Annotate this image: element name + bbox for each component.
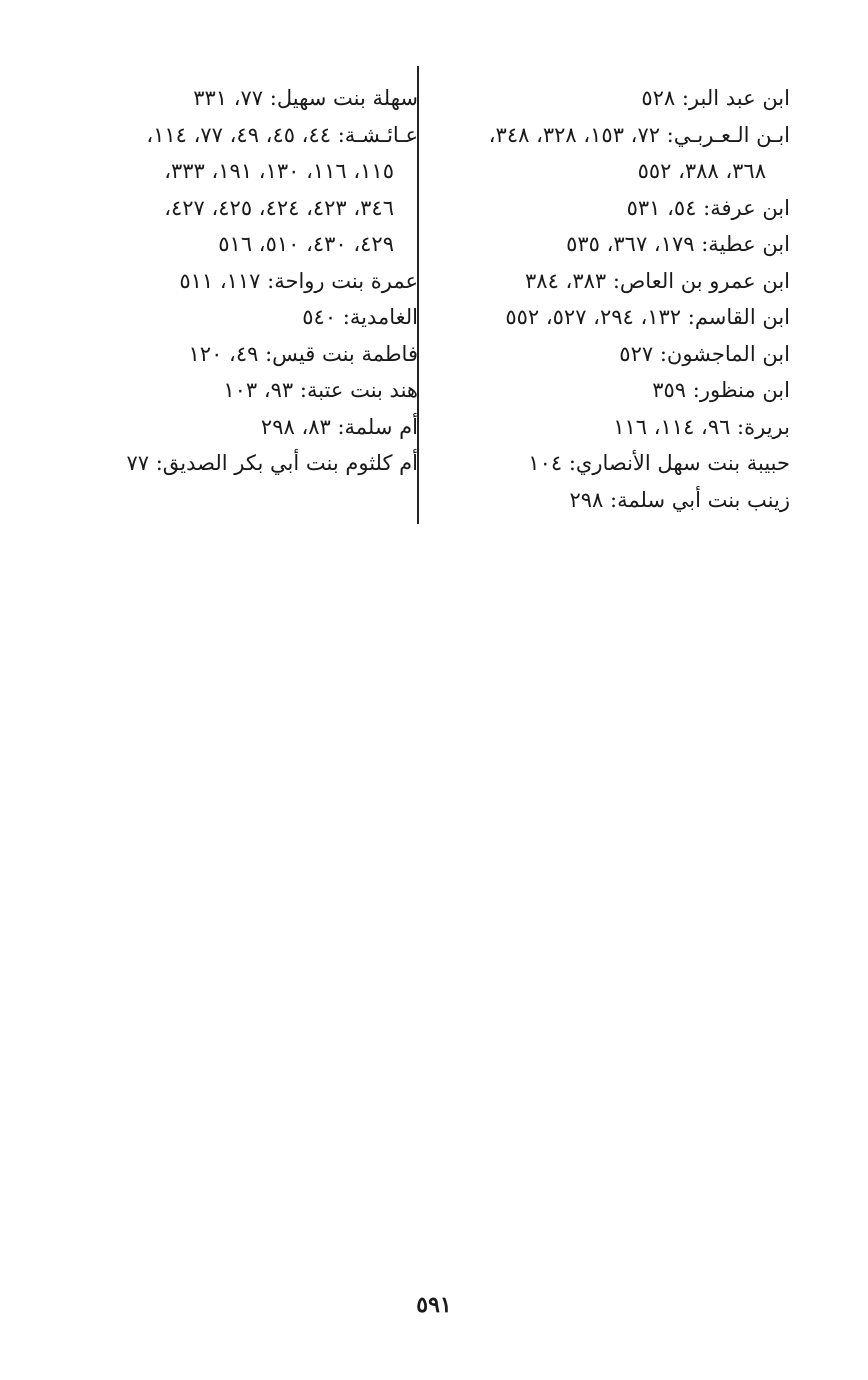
index-entry: ابن القاسم: ١٣٢، ٢٩٤، ٥٢٧، ٥٥٢: [505, 305, 790, 329]
index-entry: هند بنت عتبة: ٩٣، ١٠٣: [223, 378, 418, 402]
index-entry-continuation: ١١٥، ١١٦، ١٣٠، ١٩١، ٣٣٣،: [164, 159, 394, 183]
index-entry: ابـن الـعـربـي: ٧٢، ١٥٣، ٣٢٨، ٣٤٨،: [488, 122, 790, 147]
index-column-right: [418, 80, 790, 518]
index-entry: حبيبة بنت سهل الأنصاري: ١٠٤: [528, 451, 790, 475]
index-entry-continuation: ٣٦٨، ٣٨٨، ٥٥٢: [637, 159, 766, 183]
index-entry: ابن عبد البر: ٥٢٨: [641, 86, 790, 110]
index-entry: سهلة بنت سهيل: ٧٧، ٣٣١: [193, 86, 418, 110]
index-column-left: [16, 80, 418, 482]
index-entry: أم كلثوم بنت أبي بكر الصديق: ٧٧: [126, 451, 418, 475]
index-entry-continuation: ٣٤٦، ٤٢٣، ٤٢٤، ٤٢٥، ٤٢٧،: [164, 195, 394, 220]
index-entry: الغامدية: ٥٤٠: [302, 305, 418, 329]
page-number: ٥٩١: [416, 1292, 452, 1318]
index-entry: ابن عمرو بن العاص: ٣٨٣، ٣٨٤: [525, 268, 790, 293]
index-entry: زينب بنت أبي سلمة: ٢٩٨: [569, 487, 790, 512]
index-entry: ابن الماجشون: ٥٢٧: [619, 341, 790, 366]
index-entry: عـائـشـة: ٤٤، ٤٥، ٤٩، ٧٧، ١١٤،: [146, 122, 418, 147]
index-entry: ابن منظور: ٣٥٩: [652, 378, 790, 402]
index-entry: ابن عطية: ١٧٩، ٣٦٧، ٥٣٥: [566, 232, 790, 256]
index-entry: أم سلمة: ٨٣، ٢٩٨: [260, 414, 418, 439]
index-entry: ابن عرفة: ٥٤، ٥٣١: [626, 195, 790, 220]
index-entry: عمرة بنت رواحة: ١١٧، ٥١١: [179, 268, 418, 293]
index-entry-continuation: ٤٢٩، ٤٣٠، ٥١٠، ٥١٦: [218, 232, 394, 256]
index-entry: فاطمة بنت قيس: ٤٩، ١٢٠: [188, 341, 418, 366]
index-entry: بريرة: ٩٦، ١١٤، ١١٦: [613, 414, 790, 439]
